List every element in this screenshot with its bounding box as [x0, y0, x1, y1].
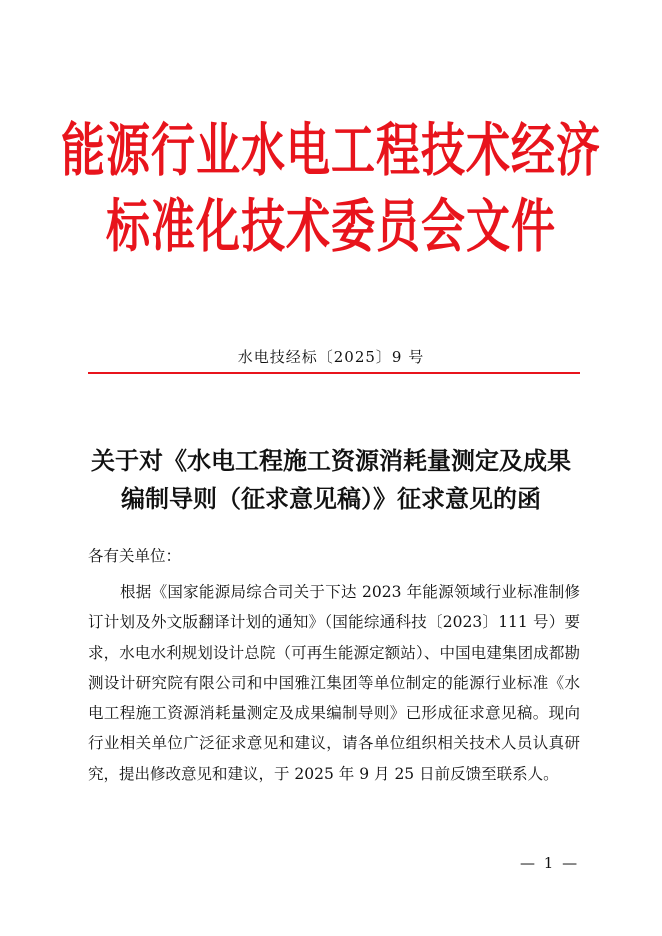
red-divider-line: [88, 372, 580, 374]
body-paragraph: 根据《国家能源局综合司关于下达 2023 年能源领域行业标准制修订计划及外文版翻译计划的通知》（国能综通科技〔2023〕111 号）要求，水电水利规划设计总院（可再生能源定额站）、中国电建集团成都勘测设计研究院有限公司和中国雅江集团等单位制定的能源行业标准《水电工程施工资源消耗量测定及成果编制导则》已形成征求意见稿。现向行业相关单位广泛征求意见和建议，请各单位组织相关技术人员认真研究，提出修改意见和建议，于 2025 年 9 月 25 日前反馈至联系人。: [88, 583, 580, 783]
salutation: 各有关单位：: [88, 547, 182, 565]
document-title-line-1: 关于对《水电工程施工资源消耗量测定及成果: [91, 446, 571, 475]
issuing-authority-line-2: 标准化技术委员会文件: [106, 194, 556, 261]
page-number: — 1 —: [520, 854, 580, 872]
document-title-line-2: 编制导则（征求意见稿）》征求意见的函: [121, 484, 541, 513]
document-number: 水电技经标〔2025〕9 号: [237, 348, 425, 366]
issuing-authority-line-1: 能源行业水电工程技术经济: [61, 118, 601, 185]
